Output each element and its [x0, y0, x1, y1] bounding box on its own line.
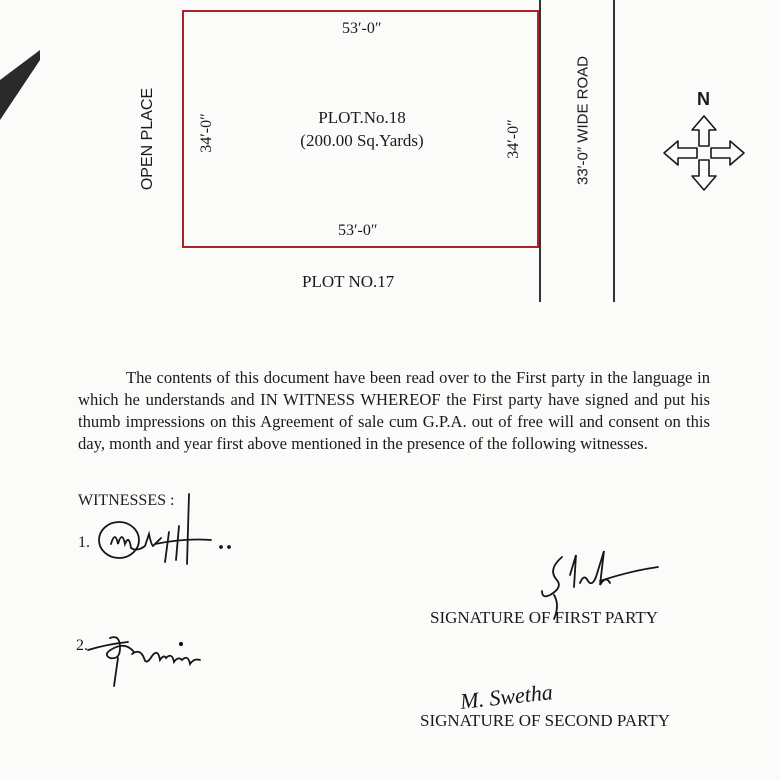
witnesses-heading: WITNESSES :: [78, 492, 175, 509]
right-dimension: 34′-0″: [505, 119, 522, 159]
plot-area: (200.00 Sq.Yards): [300, 131, 424, 150]
document-paragraph: The contents of this document have been read over to the First party in the language in which he understands and IN WITNESS WHEREOF the First party have signed and put his thumb impressions on this Agreement of sale cum G.P.A. out of free will and consent on this day, month and year first above mentioned in the presence of the following witnesses.: [78, 368, 710, 453]
plot-title: PLOT.No.18: [318, 108, 406, 127]
west-label: OPEN PLACE: [139, 87, 156, 191]
road-line-left: [539, 0, 541, 302]
compass-icon: [662, 114, 746, 192]
north-label: N: [697, 89, 710, 109]
second-party-signature-label: SIGNATURE OF SECOND PARTY: [420, 711, 671, 730]
plot-boundary: [182, 10, 539, 248]
top-dimension: 53′-0″: [342, 20, 382, 37]
first-party-signature-label: SIGNATURE OF FIRST PARTY: [430, 608, 659, 627]
south-label: PLOT NO.17: [302, 272, 395, 291]
road-line-right: [613, 0, 615, 302]
second-party-handwriting: M. Swetha: [458, 679, 554, 714]
page-corner-shadow: [0, 0, 40, 130]
bottom-dimension: 53′-0″: [338, 222, 378, 239]
witness-1-signature: [95, 492, 245, 572]
witness-1-number: 1.: [78, 534, 90, 551]
east-label: 33′-0″ WIDE ROAD: [574, 56, 592, 185]
witness-2-number: 2.: [76, 637, 88, 654]
left-dimension: 34′-0″: [198, 113, 215, 153]
witness-2-signature: [88, 628, 218, 690]
